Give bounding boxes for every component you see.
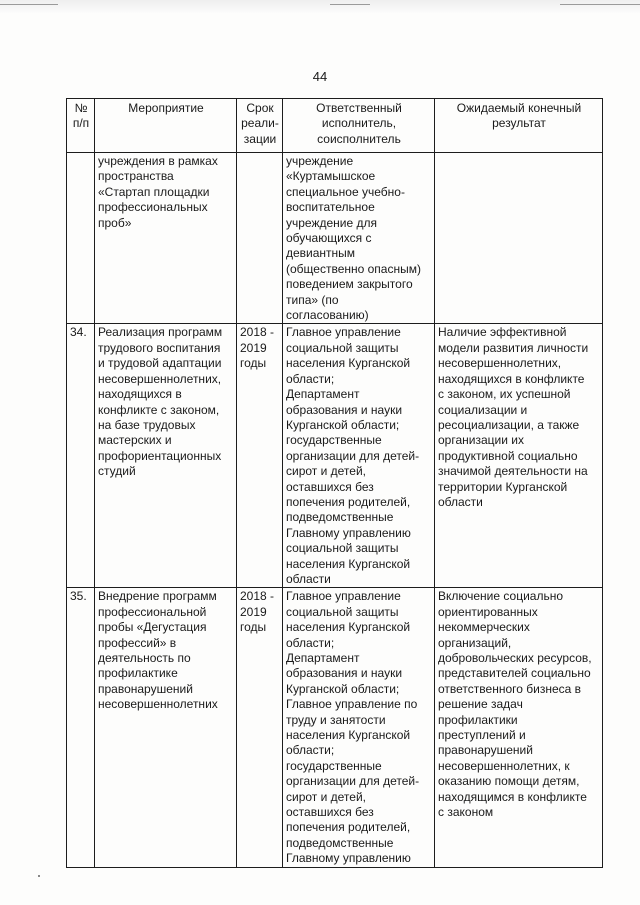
cell-line: труду и занятости <box>286 712 386 727</box>
header-num: № п/п <box>67 99 95 153</box>
cell-line: обучающихся с <box>286 231 372 246</box>
cell-line: подведомственные <box>286 510 394 525</box>
cell-term <box>237 324 283 588</box>
table-row <box>67 588 603 867</box>
cell-line: Курганской области; <box>286 417 400 432</box>
cell-line: ориентированных <box>438 604 538 619</box>
cell-line: государственные <box>286 433 382 448</box>
cell-line: 2019 <box>240 340 267 355</box>
cell-line: оставшихся без <box>286 479 374 494</box>
cell-line: ресоциализации, а также <box>438 417 580 432</box>
cell-line: Наличие эффективной <box>438 325 567 340</box>
cell-line: организации для детей- <box>286 448 420 463</box>
cell-result <box>435 588 603 867</box>
cell-measure <box>95 153 237 324</box>
cell-line: Департамент <box>286 651 360 665</box>
header-responsible: Ответственный исполнитель, соисполнитель <box>283 99 435 153</box>
table-row <box>67 153 603 324</box>
cell-line: находящихся в <box>98 387 182 402</box>
cell-line: с законом <box>438 805 494 820</box>
cell-line: профессиональных <box>98 200 208 215</box>
cell-line: образования и науки <box>286 402 403 417</box>
scan-artifact <box>330 4 370 5</box>
cell-line: подведомственные <box>286 835 394 850</box>
cell-line: проб» <box>98 215 132 230</box>
cell-line: попечения родителей, <box>286 820 411 835</box>
cell-result <box>435 324 603 588</box>
cell-line: и трудовой адаптации <box>98 356 222 371</box>
cell-line: Главное управление по <box>286 697 418 712</box>
cell-line: сирот и детей, <box>286 789 367 804</box>
cell-line: добровольческих ресурсов, <box>438 651 592 665</box>
header-term: Срок реали- зации <box>237 99 283 153</box>
cell-line: профилактике <box>98 666 178 681</box>
cell-line: мастерских и <box>98 433 172 448</box>
cell-line: профессиональной <box>98 604 207 619</box>
cell-line: социальной защиты <box>286 340 399 355</box>
scan-artifact <box>38 875 40 877</box>
cell-line: «Куртамышское <box>286 169 376 184</box>
cell-line: несовершеннолетних <box>98 697 218 712</box>
cell-line: Главное управление <box>286 325 401 340</box>
cell-responsible <box>283 153 435 324</box>
cell-line: модели развития личности <box>438 340 589 355</box>
cell-line: населения Курганской <box>286 728 411 743</box>
cell-line: 2019 <box>240 604 267 619</box>
cell-line: конфликте с законом, <box>98 402 220 417</box>
cell-term <box>237 153 283 324</box>
cell-measure <box>95 324 237 588</box>
cell-line: области; <box>286 635 335 650</box>
scan-edge-shadow <box>0 0 640 14</box>
cell-responsible <box>283 588 435 867</box>
cell-line: образования и науки <box>286 666 403 681</box>
cell-num: 34. <box>67 324 95 588</box>
cell-line: социальной защиты <box>286 604 399 619</box>
cell-line: государственные <box>286 758 382 773</box>
cell-line: Внедрение программ <box>98 589 217 604</box>
cell-line: профилактики <box>438 712 518 727</box>
cell-line: населения Курганской <box>286 556 411 571</box>
cell-responsible <box>283 324 435 588</box>
cell-line: социальной защиты <box>286 541 399 556</box>
cell-line: организации для детей- <box>286 774 420 789</box>
cell-line: годы <box>240 356 267 371</box>
table-row <box>67 324 603 588</box>
cell-line: на базе трудовых <box>98 417 196 432</box>
cell-line: организации их <box>438 433 524 448</box>
cell-line: Курганской области; <box>286 681 400 696</box>
cell-line: значимой деятельности на <box>438 464 588 479</box>
cell-line: населения Курганской <box>286 356 411 371</box>
cell-line: несовершеннолетних, <box>438 356 562 371</box>
cell-line: учреждение <box>286 154 354 168</box>
cell-line: территории Курганской <box>438 479 568 494</box>
cell-line: области <box>438 494 483 509</box>
cell-line: правонарушений <box>438 743 533 758</box>
cell-line: типа» (по <box>286 292 339 307</box>
cell-line: области <box>286 571 331 586</box>
cell-line: сирот и детей, <box>286 464 367 479</box>
cell-line: с законом, их успешной <box>438 387 571 402</box>
cell-line: Главное управление <box>286 589 401 604</box>
cell-line: Главному управлению <box>286 525 411 540</box>
cell-line: согласованию) <box>286 308 369 323</box>
cell-line: области; <box>286 743 335 758</box>
cell-line: несовершеннолетних, <box>98 371 222 386</box>
cell-term <box>237 588 283 867</box>
cell-result <box>435 153 603 324</box>
header-measure: Мероприятие <box>95 99 237 153</box>
cell-line: специальное учебно- <box>286 184 405 199</box>
cell-line: пробы «Дегустация <box>98 620 207 635</box>
cell-measure <box>95 588 237 867</box>
cell-line: студий <box>98 464 136 479</box>
measures-table <box>66 98 603 868</box>
cell-line: поведением закрытого <box>286 277 413 292</box>
cell-line: Департамент <box>286 387 360 402</box>
cell-line: ответственного бизнеса в <box>438 681 582 696</box>
cell-line: находящимся в конфликте <box>438 789 587 804</box>
cell-line: находящихся в конфликте <box>438 371 585 386</box>
cell-line: годы <box>240 620 267 635</box>
cell-line: продуктивной социально <box>438 448 578 463</box>
cell-line: Реализация программ <box>98 325 223 340</box>
cell-line: профориентационных <box>98 448 222 463</box>
scan-artifact <box>0 4 58 5</box>
cell-line: воспитательное <box>286 200 375 215</box>
cell-line: учреждение для <box>286 215 378 230</box>
cell-line: оставшихся без <box>286 805 374 820</box>
cell-line: оказанию помощи детям, <box>438 774 580 789</box>
cell-line: девиантным <box>286 246 356 261</box>
cell-line: несовершеннолетних, к <box>438 758 570 773</box>
cell-line: Включение социально <box>438 589 564 604</box>
cell-line: преступлений и <box>438 728 526 743</box>
cell-line: (общественно опасным) <box>286 261 421 276</box>
cell-line: профессий» в <box>98 635 177 650</box>
cell-line: деятельность по <box>98 651 191 665</box>
cell-line: попечения родителей, <box>286 494 411 509</box>
page-number: 44 <box>312 69 328 84</box>
header-result: Ожидаемый конечный результат <box>435 99 603 153</box>
cell-line: представителей социально <box>438 666 591 681</box>
cell-line: Главному управлению <box>286 851 411 866</box>
cell-line: социализации и <box>438 402 528 417</box>
cell-line: населения Курганской <box>286 620 411 635</box>
cell-line: организаций, <box>438 635 512 650</box>
cell-line: правонарушений <box>98 681 193 696</box>
cell-line: области; <box>286 371 335 386</box>
table-header-row <box>67 99 603 153</box>
cell-num: 35. <box>67 588 95 867</box>
cell-line: учреждения в рамках <box>98 154 218 168</box>
cell-line: некоммерческих <box>438 620 530 635</box>
scan-artifact <box>560 4 640 5</box>
cell-line: 2018 - <box>240 589 275 604</box>
cell-line: пространства <box>98 169 174 184</box>
cell-num <box>67 153 95 324</box>
cell-line: решение задач <box>438 697 523 712</box>
cell-line: «Стартап площадки <box>98 184 210 199</box>
cell-line: 2018 - <box>240 325 275 340</box>
cell-line: трудового воспитания <box>98 340 221 355</box>
